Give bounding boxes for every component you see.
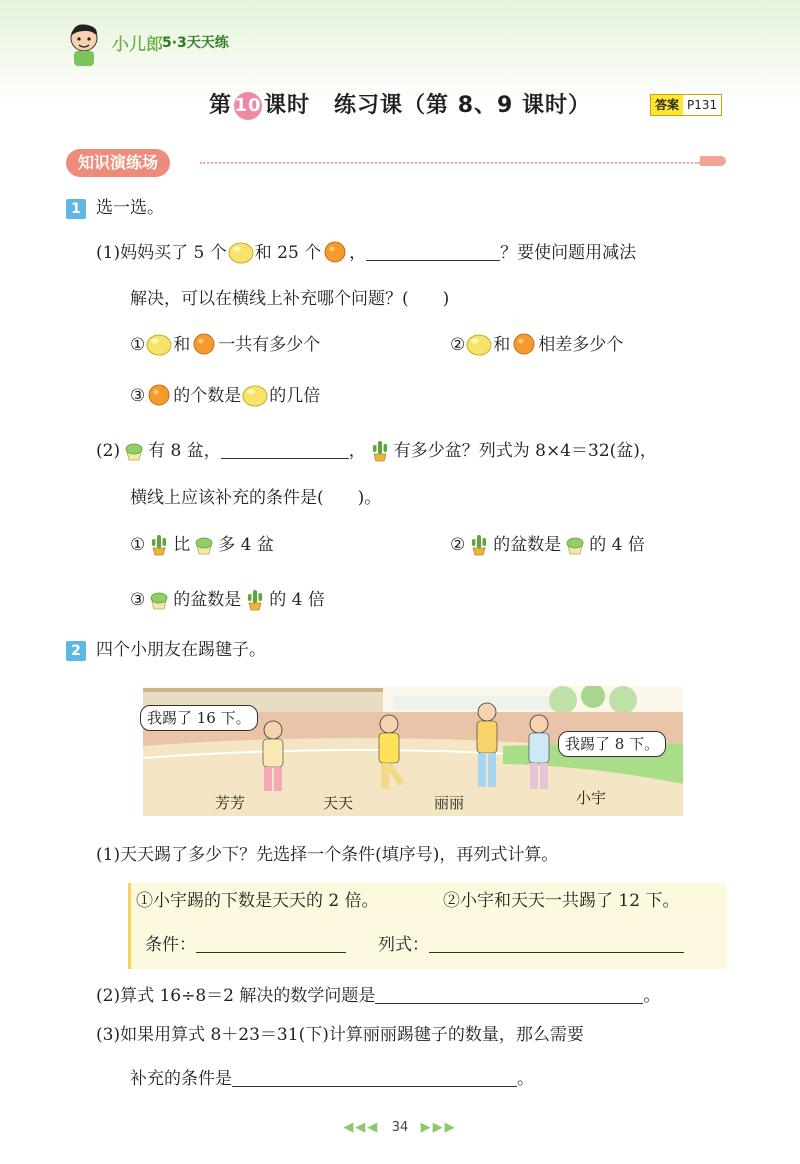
q1-part1-option3[interactable] — [130, 383, 320, 409]
speech-bubble-right: 我踢了 8 下。 — [558, 731, 666, 757]
text: 相差多少个 — [538, 335, 624, 355]
left-arrows-icon: ◀◀◀ — [343, 1120, 380, 1135]
orange-icon — [321, 240, 349, 264]
q2-part2 — [96, 983, 660, 1009]
child-name: 天天 — [323, 794, 354, 812]
text: 和 — [493, 335, 511, 355]
orange-icon — [145, 383, 173, 407]
page-number: 34 — [391, 1120, 409, 1135]
q1-part1-line2: 解决，可以在横线上补充哪个问题？( ) — [130, 289, 450, 309]
text: 。 — [643, 986, 661, 1006]
answer-blank[interactable] — [366, 260, 500, 261]
text: ？要使问题用减法 — [500, 243, 637, 263]
text: 的几倍 — [269, 386, 321, 406]
answer-label: 答案 — [651, 95, 683, 115]
text: ， — [348, 441, 366, 461]
condition-option-2[interactable]: ②小宇和天天一共踢了 12 下。 — [443, 891, 680, 911]
text: 的 4 倍 — [269, 590, 325, 610]
title-prefix: 第 — [209, 93, 233, 118]
condition-label: 条件： — [145, 935, 196, 955]
text: 的个数是 — [173, 386, 242, 406]
option-mark: ② — [450, 335, 466, 355]
text: 和 25 个 — [254, 243, 322, 263]
pomelo-icon — [241, 383, 269, 407]
plant-icon — [561, 532, 589, 556]
mascot-icon — [64, 22, 104, 68]
text: (2) — [96, 441, 121, 461]
formula-blank[interactable] — [429, 952, 684, 953]
text: 的盆数是 — [493, 535, 562, 555]
page-footer — [0, 1120, 800, 1135]
right-arrows-icon: ▶▶▶ — [420, 1120, 457, 1135]
title-rest: 课时 — [264, 93, 311, 118]
question-number: 2 — [66, 641, 86, 661]
text: (1)妈妈买了 5 个 — [96, 243, 227, 263]
answer-blank[interactable] — [221, 458, 349, 459]
q1-part1-line1 — [96, 240, 636, 266]
child-name: 芳芳 — [215, 794, 246, 812]
condition-answer-row — [145, 932, 684, 958]
text: 的盆数是 — [173, 590, 242, 610]
q2-part3-line2 — [130, 1066, 534, 1092]
option-mark: ② — [450, 535, 466, 555]
pomelo-icon — [465, 332, 493, 356]
question-number: 1 — [66, 199, 86, 219]
text: (2)算式 16÷8＝2 解决的数学问题是 — [96, 986, 376, 1006]
lesson-number-badge: 10 — [234, 92, 262, 120]
text: 有多少盆？列式为 8×4＝32(盆)， — [393, 441, 657, 461]
q1-part2-option1[interactable] — [130, 532, 274, 558]
q1-part2-option3[interactable] — [130, 587, 325, 613]
text: 一共有多少个 — [218, 335, 321, 355]
formula-label: 列式： — [378, 935, 429, 955]
plant-icon — [190, 532, 218, 556]
q1-part2-option2[interactable] — [450, 532, 645, 558]
answer-badge — [650, 94, 722, 116]
text: 和 — [173, 335, 191, 355]
option-mark: ③ — [130, 386, 146, 406]
plant-icon — [145, 587, 173, 611]
q1-part2-line1 — [96, 438, 657, 464]
text: 多 4 盆 — [218, 535, 274, 555]
section-title: 知识演练场 — [66, 149, 170, 177]
q2-part1: (1)天天踢了多少下？先选择一个条件(填序号)，再列式计算。 — [96, 845, 559, 865]
answer-blank[interactable] — [375, 1003, 643, 1004]
child-name: 小宇 — [576, 789, 607, 807]
plant-icon — [120, 438, 148, 462]
brand-series: 5·3天天练 — [162, 35, 229, 51]
answer-page: P131 — [683, 95, 721, 115]
question-prompt: 四个小朋友在踢毽子。 — [96, 640, 266, 660]
condition-option-1[interactable]: ①小宇踢的下数是天天的 2 倍。 — [136, 891, 379, 911]
text: 比 — [173, 535, 191, 555]
text: ， — [349, 243, 367, 263]
q1-part2-line2: 横线上应该补充的条件是( )。 — [130, 488, 382, 508]
condition-blank[interactable] — [196, 952, 346, 953]
section-divider — [200, 162, 700, 164]
q1-part1-option1[interactable] — [130, 332, 320, 358]
text: 有 8 盆， — [148, 441, 221, 461]
cactus-icon — [465, 532, 493, 556]
option-mark: ① — [130, 535, 146, 555]
answer-blank[interactable] — [232, 1086, 517, 1087]
q1-part1-option2[interactable] — [450, 332, 623, 358]
cactus-icon — [241, 587, 269, 611]
text: 的 4 倍 — [589, 535, 645, 555]
cactus-icon — [145, 532, 173, 556]
orange-icon — [510, 332, 538, 356]
orange-icon — [190, 332, 218, 356]
option-mark: ③ — [130, 590, 146, 610]
title-main: 练习课（第 8、9 课时） — [334, 93, 591, 118]
pencil-icon — [700, 156, 726, 166]
text: 。 — [517, 1069, 534, 1089]
q2-part3-line1: (3)如果用算式 8＋23＝31(下)计算丽丽踢毽子的数量，那么需要 — [96, 1025, 584, 1045]
speech-bubble-left: 我踢了 16 下。 — [140, 705, 258, 731]
cactus-icon — [366, 438, 394, 462]
child-name: 丽丽 — [434, 794, 465, 812]
pomelo-icon — [227, 240, 255, 264]
brand-name: 小儿郎 — [112, 35, 163, 55]
question-prompt: 选一选。 — [96, 198, 164, 218]
text: 补充的条件是 — [130, 1069, 232, 1089]
pomelo-icon — [145, 332, 173, 356]
option-mark: ① — [130, 335, 146, 355]
